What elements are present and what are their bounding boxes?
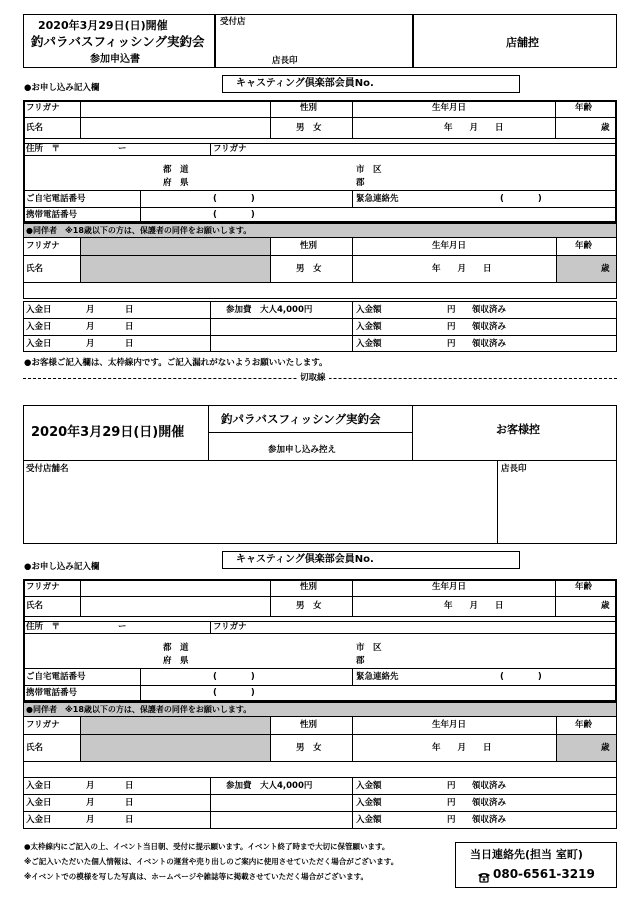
pay-yen: 円	[447, 305, 456, 315]
store-copy-label: 店舗控	[506, 36, 539, 49]
pay-month: 月	[86, 798, 95, 808]
club-member-no-label: キャスティング倶楽部会員No.	[236, 554, 374, 565]
companion-birth-ymd[interactable]: 年 月 日	[432, 264, 492, 274]
companion-name-label: 氏名	[26, 743, 44, 753]
emergency-paren[interactable]: ( )	[500, 194, 542, 204]
pay-day: 日	[125, 815, 134, 825]
emergency-label: 緊急連絡先	[356, 672, 399, 682]
pay-amount-label: 入金額	[356, 305, 382, 315]
pay-date-label: 入金日	[26, 815, 52, 825]
companion-furigana-label: フリガナ	[26, 720, 60, 730]
customer-copy-label: お客様控	[496, 423, 540, 436]
address-input[interactable]	[24, 634, 616, 668]
event-date: 2020年3月29日(日)開催	[38, 19, 168, 32]
gun-label: 郡	[356, 656, 365, 666]
pay-yen: 円	[447, 322, 456, 332]
pay-amount-label: 入金額	[356, 815, 382, 825]
birth-date-label: 生年月日	[432, 103, 467, 113]
pay-day: 日	[125, 305, 134, 315]
pay-month: 月	[86, 322, 95, 332]
mobile-paren[interactable]: ( )	[213, 210, 255, 220]
gender-label: 性別	[300, 582, 318, 592]
pay-yen: 円	[447, 815, 456, 825]
gender-options[interactable]: 男 女	[296, 601, 322, 611]
stub-store-name-label: 受付店舗名	[26, 464, 69, 474]
age-label: 年齢	[575, 582, 593, 592]
mobile-paren[interactable]: ( )	[213, 688, 255, 698]
name-label: 氏名	[26, 123, 44, 133]
furigana-label: フリガナ	[26, 103, 60, 113]
pay-amount-label: 入金額	[356, 339, 382, 349]
doc-title: 参加申込書	[90, 54, 140, 65]
pay-received: 領収済み	[472, 339, 507, 349]
todo-label: 都 道	[163, 165, 189, 175]
fuken-label: 府 県	[163, 178, 189, 188]
companion-heading: ●同伴者 ※18歳以下の方は、保護者の同伴をお願いします。	[26, 226, 252, 235]
manager-seal-label: 店長印	[272, 56, 298, 66]
emergency-paren[interactable]: ( )	[500, 672, 542, 682]
address-label: 住所 〒	[26, 622, 61, 632]
entry-section-label: ●お申し込み記入欄	[24, 562, 100, 572]
fee-label: 参加費 大人4,000円	[226, 305, 313, 315]
pay-month: 月	[86, 815, 95, 825]
furigana-label: フリガナ	[26, 582, 60, 592]
stub-event-title: 釣パラバスフィッシング実釣会	[221, 412, 381, 426]
club-member-no-label: キャスティング倶楽部会員No.	[236, 78, 374, 89]
contact-phone[interactable]: 080-6561-3219	[493, 867, 595, 881]
gun-label: 郡	[356, 178, 365, 188]
address-furigana-label: フリガナ	[213, 144, 247, 154]
home-phone-label: ご自宅電話番号	[26, 672, 86, 682]
pay-received: 領収済み	[472, 305, 507, 315]
companion-age-unit: 歳	[601, 264, 610, 274]
companion-birth-label: 生年月日	[432, 720, 467, 730]
footer-note-2: ※ご記入いただいた個人情報は、イベントの運営や売り出しのご案内に使用させていただく場合がございます。	[24, 857, 399, 866]
pay-date-label: 入金日	[26, 781, 52, 791]
payment-table-2	[23, 777, 617, 829]
furigana-input[interactable]	[81, 580, 269, 595]
pay-received: 領収済み	[472, 781, 507, 791]
companion-gender-label: 性別	[300, 241, 318, 251]
pay-amount-label: 入金額	[356, 781, 382, 791]
age-label: 年齢	[575, 103, 593, 113]
companion-heading: ●同伴者 ※18歳以下の方は、保護者の同伴をお願いします。	[26, 705, 252, 714]
stub-store-name-input[interactable]	[24, 476, 496, 543]
phone-icon	[476, 868, 492, 880]
footer-note-3: ※イベントでの模様を写した写真は、ホームページや雑誌等に掲載させていただく場合がございます。	[24, 872, 369, 881]
pay-received: 領収済み	[472, 815, 507, 825]
pay-day: 日	[125, 339, 134, 349]
postal-dash: ー	[118, 622, 127, 632]
address-label: 住所 〒	[26, 144, 61, 154]
pay-day: 日	[125, 798, 134, 808]
pay-received: 領収済み	[472, 798, 507, 808]
payment-table	[23, 301, 617, 352]
companion-age-unit: 歳	[601, 743, 610, 753]
home-phone-paren[interactable]: ( )	[213, 194, 255, 204]
home-phone-label: ご自宅電話番号	[26, 194, 86, 204]
reception-store-label: 受付店	[220, 17, 246, 27]
stub-date: 2020年3月29日(日)開催	[31, 425, 185, 440]
pay-month: 月	[86, 339, 95, 349]
companion-gender-label: 性別	[300, 720, 318, 730]
pay-yen: 円	[447, 781, 456, 791]
pay-date-label: 入金日	[26, 322, 52, 332]
emergency-label: 緊急連絡先	[356, 194, 399, 204]
name-input[interactable]	[81, 118, 269, 138]
companion-name-label: 氏名	[26, 264, 44, 274]
gender-options[interactable]: 男 女	[296, 123, 322, 133]
companion-gender-options[interactable]: 男 女	[296, 743, 322, 753]
mobile-label: 携帯電話番号	[26, 210, 78, 220]
pay-month: 月	[86, 305, 95, 315]
age-unit: 歳	[601, 123, 610, 133]
address-input[interactable]	[24, 156, 616, 190]
companion-birth-ymd[interactable]: 年 月 日	[432, 743, 492, 753]
gender-label: 性別	[300, 103, 318, 113]
pay-day: 日	[125, 781, 134, 791]
entry-section-label: ●お申し込み記入欄	[24, 83, 100, 93]
age-unit: 歳	[601, 601, 610, 611]
pay-amount-label: 入金額	[356, 322, 382, 332]
furigana-input[interactable]	[81, 101, 269, 116]
name-label: 氏名	[26, 601, 44, 611]
stub-manager-seal-label: 店長印	[501, 464, 527, 474]
companion-birth-label: 生年月日	[432, 241, 467, 251]
companion-age-label: 年齢	[575, 241, 593, 251]
fuken-label: 府 県	[163, 656, 189, 666]
stub-receipt-title: 参加申し込み控え	[268, 445, 337, 455]
home-phone-paren[interactable]: ( )	[213, 672, 255, 682]
address-furigana-label: フリガナ	[213, 622, 247, 632]
pay-month: 月	[86, 781, 95, 791]
name-input[interactable]	[81, 597, 269, 616]
shiku-label: 市 区	[356, 165, 382, 175]
pay-received: 領収済み	[472, 322, 507, 332]
postal-dash: ー	[118, 144, 127, 154]
pay-day: 日	[125, 322, 134, 332]
footer-note-1: ●太枠線内にご記入の上、イベント当日朝、受付に提示願います。イベント終了時まで大切に保管願います。	[24, 842, 390, 851]
todo-label: 都 道	[163, 643, 189, 653]
pay-date-label: 入金日	[26, 798, 52, 808]
companion-age-label: 年齢	[575, 720, 593, 730]
pay-yen: 円	[447, 798, 456, 808]
mobile-label: 携帯電話番号	[26, 688, 78, 698]
companion-furigana-label: フリガナ	[26, 241, 60, 251]
pay-date-label: 入金日	[26, 339, 52, 349]
fee-label: 参加費 大人4,000円	[226, 781, 313, 791]
birth-ymd[interactable]: 年 月 日	[444, 123, 504, 133]
entry-note: ●お客様ご記入欄は、太枠線内です。ご記入漏れがないようお願いいたします。	[24, 358, 328, 368]
birth-date-label: 生年月日	[432, 582, 467, 592]
companion-gender-options[interactable]: 男 女	[296, 264, 322, 274]
cut-line-label: 切取線	[297, 374, 329, 383]
pay-date-label: 入金日	[26, 305, 52, 315]
shiku-label: 市 区	[356, 643, 382, 653]
contact-label: 当日連絡先(担当 室町)	[470, 848, 583, 861]
pay-yen: 円	[447, 339, 456, 349]
event-title: 釣パラバスフィッシング実釣会	[31, 34, 205, 49]
birth-ymd[interactable]: 年 月 日	[444, 601, 504, 611]
pay-amount-label: 入金額	[356, 798, 382, 808]
